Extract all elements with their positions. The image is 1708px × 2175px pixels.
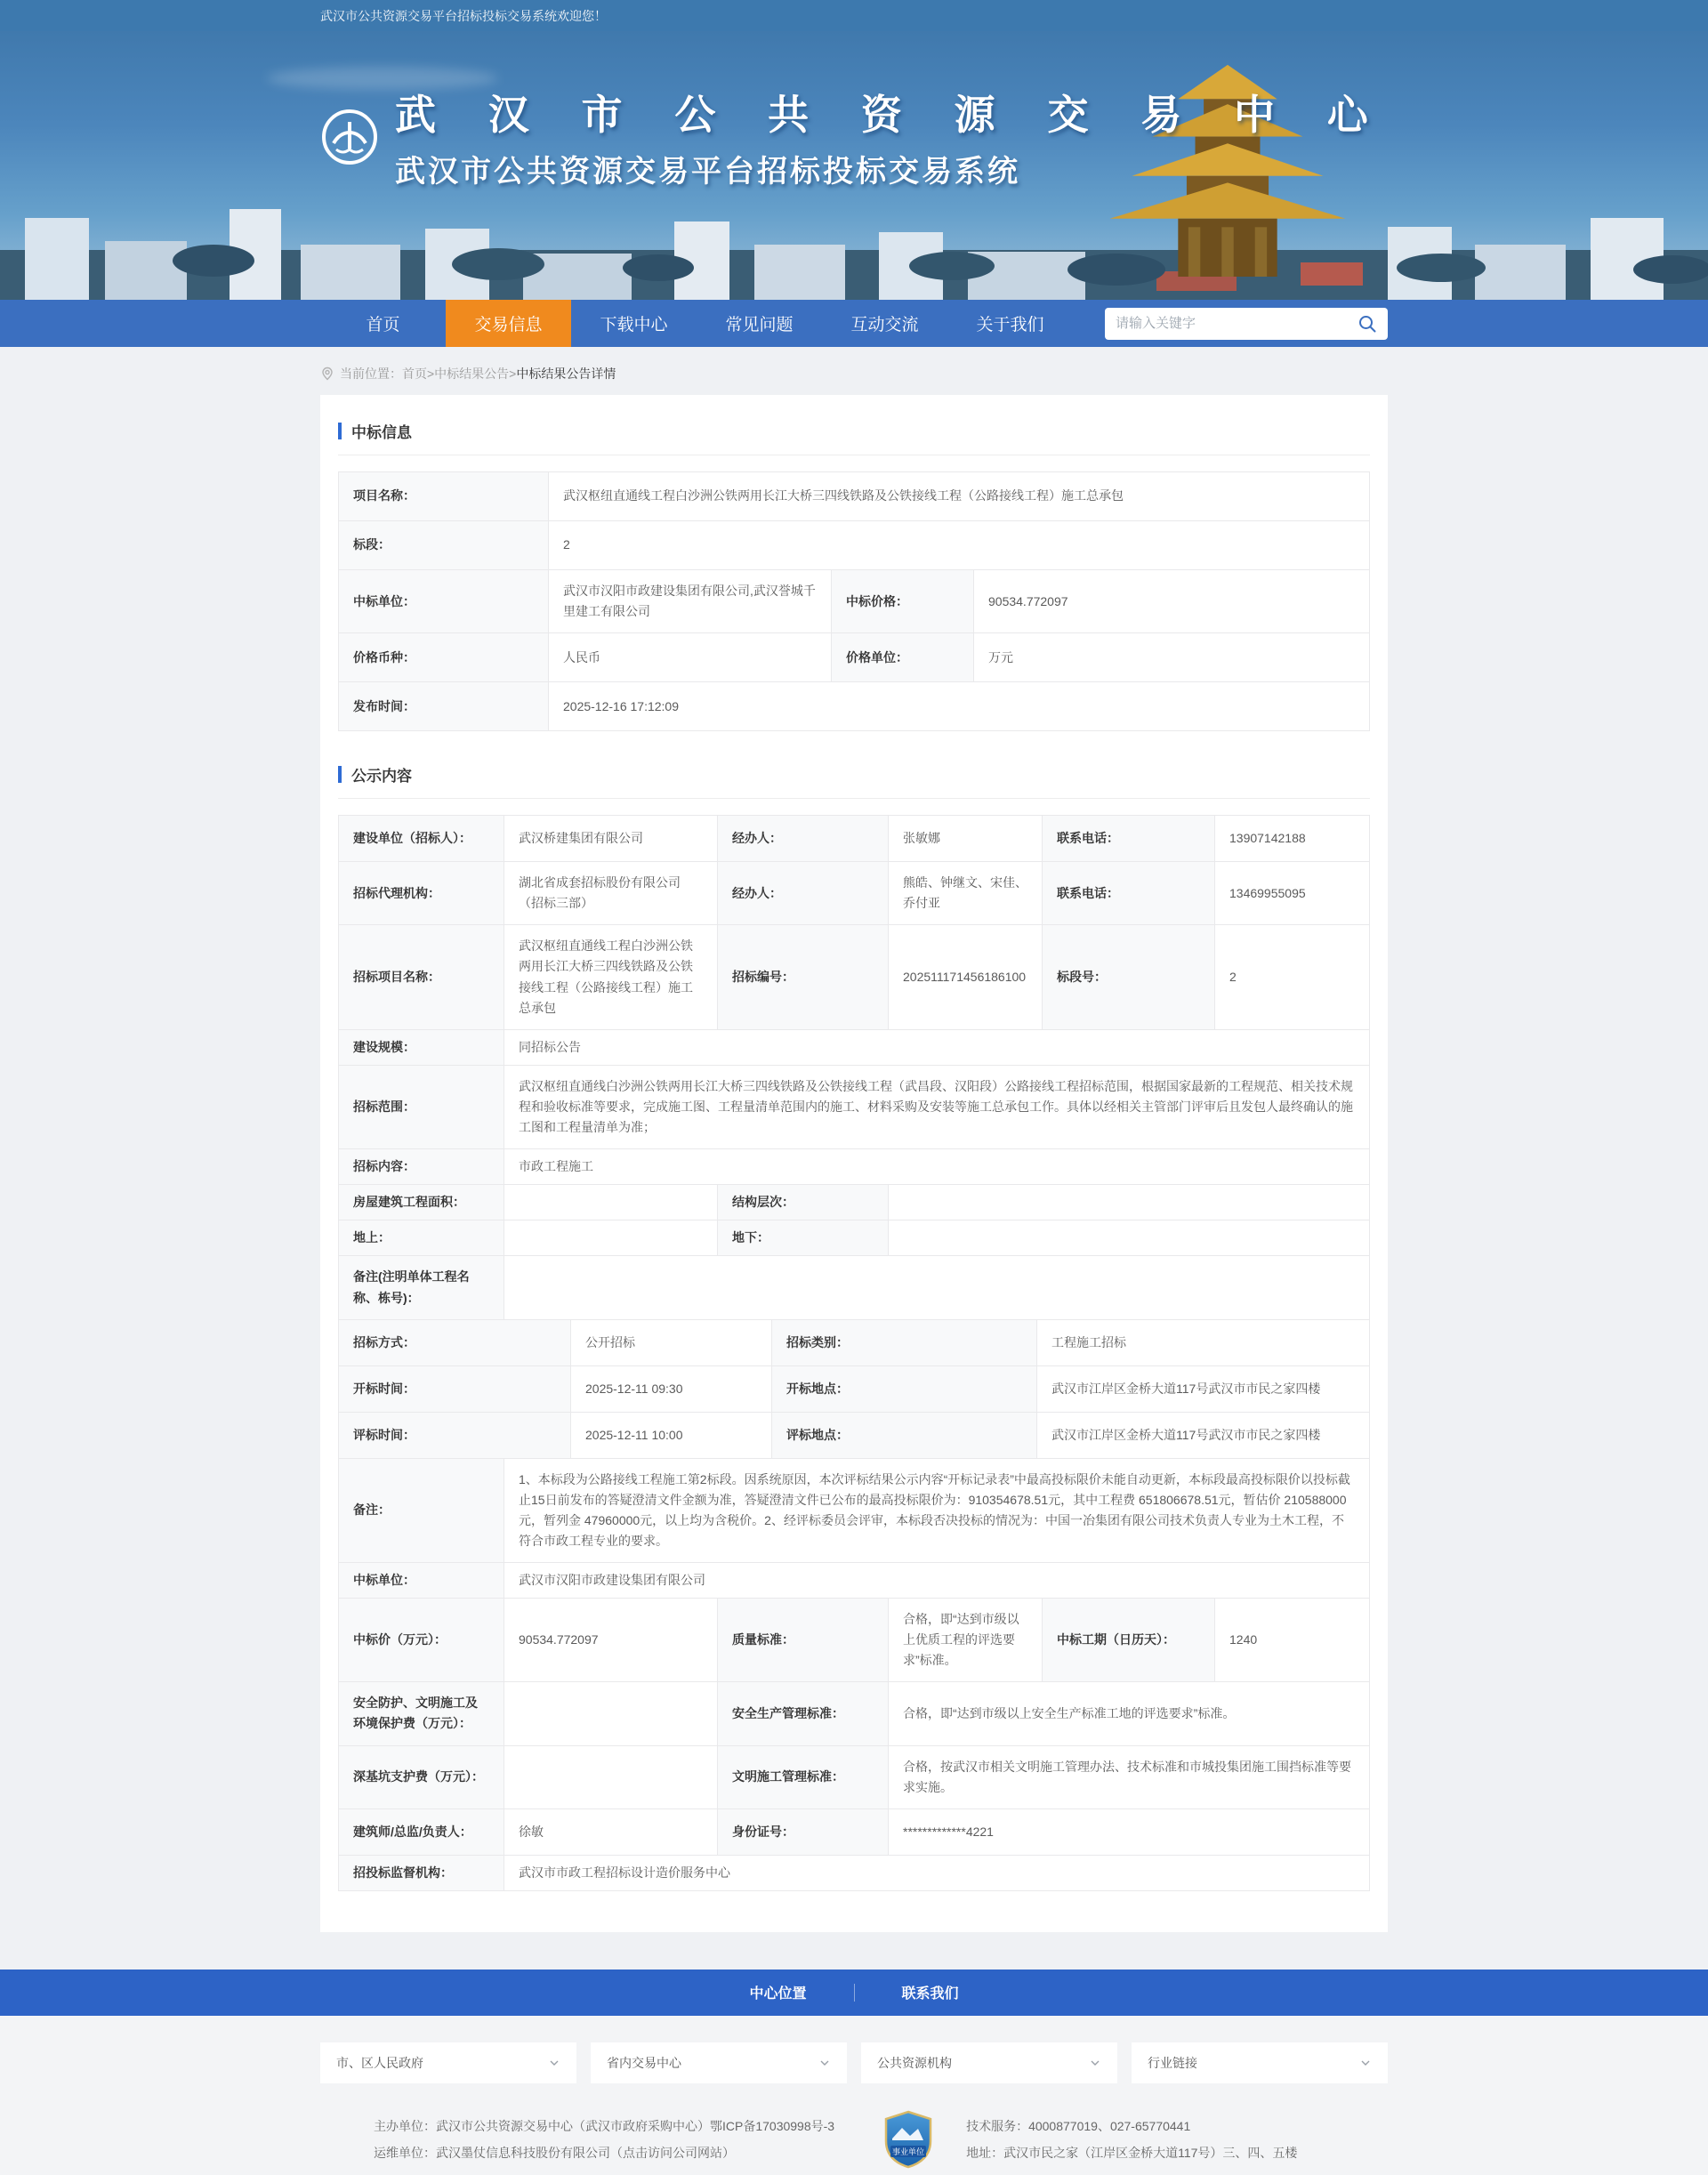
row-value: 武汉桥建集团有限公司 <box>504 816 718 862</box>
nav-item-trade-info[interactable]: 交易信息 <box>446 300 571 347</box>
bridge-logo-icon[interactable] <box>320 108 379 166</box>
row-value: 熊皓、钟继文、宋佳、乔付亚 <box>889 862 1043 925</box>
dropdown-city-governments[interactable] <box>320 2042 576 2083</box>
row-value: 武汉市市政工程招标设计造价服务中心 <box>504 1856 1370 1891</box>
dropdown-industry-links[interactable] <box>1132 2042 1388 2083</box>
row-value: 人民币 <box>549 633 832 682</box>
row-label: 备注： <box>339 1459 504 1563</box>
dropdown-label: 市、区人民政府 <box>336 2055 423 2070</box>
row-value: 2 <box>1215 925 1370 1029</box>
table-row <box>339 862 1370 925</box>
city-skyline-graphic <box>0 184 1708 300</box>
row-label: 安全生产管理标准： <box>718 1682 889 1745</box>
main-navbar <box>0 300 1708 347</box>
row-label: 质量标准： <box>718 1599 889 1682</box>
bid-info-table <box>338 471 1370 731</box>
table-row <box>339 1366 1370 1413</box>
footer-info <box>320 2110 1388 2169</box>
table-row <box>339 1809 1370 1856</box>
row-label: 结构层次： <box>718 1185 889 1220</box>
row-label: 招标项目名称： <box>339 925 504 1029</box>
row-value: 13469955095 <box>1215 862 1370 925</box>
section-title: 公示内容 <box>351 768 412 785</box>
nav-item-faq[interactable]: 常见问题 <box>725 316 794 334</box>
row-value <box>889 1185 1370 1220</box>
search-icon[interactable] <box>1358 314 1377 334</box>
table-row <box>339 1256 1370 1319</box>
row-label: 联系电话： <box>1043 862 1215 925</box>
nav-item-download[interactable]: 下载中心 <box>600 316 668 334</box>
search-input[interactable] <box>1116 316 1358 331</box>
footer-link-bar <box>0 1970 1708 2016</box>
row-value <box>889 1220 1370 1256</box>
row-value: 武汉市江岸区金桥大道117号武汉市市民之家四楼 <box>1037 1366 1370 1413</box>
row-label: 价格单位： <box>832 633 974 682</box>
nav-item-home[interactable]: 首页 <box>366 316 400 334</box>
row-value: 万元 <box>974 633 1370 682</box>
row-label: 建设规模： <box>339 1030 504 1066</box>
row-label: 房屋建筑工程面积： <box>339 1185 504 1220</box>
table-row <box>339 682 1370 731</box>
footer <box>0 2016 1708 2175</box>
row-label: 项目名称： <box>339 472 549 521</box>
row-label: 发布时间： <box>339 682 549 731</box>
row-value: 武汉枢纽直通线工程白沙洲公铁两用长江大桥三四线铁路及公铁接线工程（公路接线工程）施工总承包 <box>549 472 1370 521</box>
row-value: 公开招标 <box>571 1320 772 1366</box>
row-label: 招标代理机构： <box>339 862 504 925</box>
row-label: 评标时间： <box>339 1413 571 1459</box>
row-value <box>504 1220 718 1256</box>
row-label: 价格币种： <box>339 633 549 682</box>
breadcrumb-current: 中标结果公告详情 <box>516 367 616 381</box>
row-value: 武汉市汉阳市政建设集团有限公司,武汉誉城千里建工有限公司 <box>549 570 832 633</box>
row-value: 90534.772097 <box>974 570 1370 633</box>
org-title: 武 汉 市 公 共 资 源 交 易 中 心 <box>395 92 1389 138</box>
table-row <box>339 1066 1370 1149</box>
row-value: 2025-12-11 09:30 <box>571 1366 772 1413</box>
row-value: 1、本标段为公路接线工程施工第2标段。因系统原因，本次评标结果公示内容“开标记录表”中最高投标限价未能自动更新，本标段最高投标限价以投标截止15日前发布的答疑澄清文件金额为准，答疑澄清文件已公布的最高投标限价为：910354678.51元，其中工程费 651806678.51元，暂估价 210588000元，暂列金 47960000元，以上均为含税价。2、经评标委员会评审，本标段否决投标的情况为：中国一冶集团有限公司技术负责人专业为土木工程，不符合市政工程专业的要求。 <box>504 1459 1370 1563</box>
footer-tech-line: 技术服务：4000877019、027-65770441 <box>966 2118 1191 2133</box>
footer-link-center-location[interactable]: 中心位置 <box>749 1986 807 2002</box>
dropdown-label: 省内交易中心 <box>607 2055 681 2070</box>
section-title: 中标信息 <box>351 424 412 441</box>
welcome-bar <box>0 0 1708 31</box>
welcome-text: 武汉市公共资源交易平台招标投标交易系统欢迎您！ <box>320 8 607 23</box>
footer-host-line: 主办单位：武汉市公共资源交易中心（武汉市政府采购中心）鄂ICP备17030998号-3 <box>374 2118 835 2133</box>
dropdown-public-resource-orgs[interactable] <box>861 2042 1117 2083</box>
table-row <box>339 1185 1370 1220</box>
table-row <box>339 1220 1370 1256</box>
table-row <box>339 1459 1370 1563</box>
section-header-bid-info <box>338 416 1370 455</box>
row-label: 联系电话： <box>1043 816 1215 862</box>
row-value: 合格，按武汉市相关文明施工管理办法、技术标准和市城投集团施工围挡标准等要求实施。 <box>889 1746 1370 1809</box>
row-label: 标段号： <box>1043 925 1215 1029</box>
row-label: 招投标监督机构： <box>339 1856 504 1891</box>
chevron-down-icon <box>1089 2057 1101 2069</box>
row-label: 中标工期（日历天）： <box>1043 1599 1215 1682</box>
table-row <box>339 633 1370 682</box>
row-value <box>504 1256 1370 1319</box>
row-label: 评标地点： <box>772 1413 1037 1459</box>
footer-ops-line[interactable]: 运维单位：武汉墨仗信息科技股份有限公司（点击访问公司网站） <box>374 2145 735 2160</box>
row-value: 90534.772097 <box>504 1599 718 1682</box>
row-value: 2025-12-16 17:12:09 <box>549 682 1370 731</box>
dropdown-label: 公共资源机构 <box>877 2055 952 2070</box>
row-label: 地上： <box>339 1220 504 1256</box>
row-value: 张敏娜 <box>889 816 1043 862</box>
row-label: 地下： <box>718 1220 889 1256</box>
chevron-down-icon <box>548 2057 560 2069</box>
row-value: 徐敏 <box>504 1809 718 1856</box>
table-row <box>339 521 1370 570</box>
row-label: 安全防护、文明施工及环境保护费（万元）： <box>339 1682 504 1745</box>
table-row <box>339 1682 1370 1745</box>
footer-address-line: 地址：武汉市民之家（江岸区金桥大道117号）三、四、五楼 <box>966 2145 1298 2160</box>
table-row <box>339 472 1370 521</box>
breadcrumb-prefix: 当前位置： <box>340 367 402 381</box>
row-label: 中标单位： <box>339 570 549 633</box>
row-value <box>504 1746 718 1809</box>
chevron-down-icon <box>818 2057 831 2069</box>
row-value: 市政工程施工 <box>504 1149 1370 1185</box>
table-row <box>339 570 1370 633</box>
row-label: 标段： <box>339 521 549 570</box>
chevron-down-icon <box>1359 2057 1372 2069</box>
row-value: 13907142188 <box>1215 816 1370 862</box>
row-label: 中标价（万元）： <box>339 1599 504 1682</box>
table-row <box>339 1149 1370 1185</box>
row-label: 建设单位（招标人）： <box>339 816 504 862</box>
search-box[interactable] <box>1105 308 1388 340</box>
row-value: 武汉枢纽直通线白沙洲公铁两用长江大桥三四线铁路及公铁接线工程（武昌段、汉阳段）公路接线工程招标范围，根据国家最新的工程规范、相关技术规程和验收标准等要求，完成施工图、工程量清单范围内的施工、材料采购及安装等施工总承包工作。具体以经相关主管部门评审后且发包人最终确认的施工图和工程量清单为准； <box>504 1066 1370 1149</box>
row-value: 合格，即“达到市级以上优质工程的评选要求”标准。 <box>889 1599 1043 1682</box>
table-row <box>339 1320 1370 1366</box>
detail-card <box>320 395 1388 1932</box>
table-row <box>339 816 1370 862</box>
dropdown-province-centers[interactable] <box>591 2042 847 2083</box>
row-label: 备注(注明单体工程名称、栋号)： <box>339 1256 504 1319</box>
row-label: 深基坑支护费（万元）： <box>339 1746 504 1809</box>
section-header-notice <box>338 760 1370 799</box>
row-value <box>504 1682 718 1745</box>
row-value: 工程施工招标 <box>1037 1320 1370 1366</box>
table-row <box>339 1599 1370 1682</box>
row-value: 2025-12-11 10:00 <box>571 1413 772 1459</box>
svg-text:事业单位: 事业单位 <box>892 2147 925 2156</box>
row-value: 武汉市汉阳市政建设集团有限公司 <box>504 1563 1370 1599</box>
row-label: 开标地点： <box>772 1366 1037 1413</box>
row-label: 文明施工管理标准： <box>718 1746 889 1809</box>
table-row <box>339 1030 1370 1066</box>
row-label: 中标价格： <box>832 570 974 633</box>
row-value <box>504 1185 718 1220</box>
section-accent-bar <box>338 766 342 783</box>
row-value: 合格，即“达到市级以上安全生产标准工地的评选要求”标准。 <box>889 1682 1370 1745</box>
row-value: 湖北省成套招标股份有限公司（招标三部） <box>504 862 718 925</box>
table-row <box>339 925 1370 1029</box>
row-label: 招标编号： <box>718 925 889 1029</box>
location-pin-icon <box>320 367 334 381</box>
table-row <box>339 1563 1370 1599</box>
row-value: 202511171456186100 <box>889 925 1043 1029</box>
notice-table <box>338 815 1370 1891</box>
row-value: 武汉枢纽直通线工程白沙洲公铁两用长江大桥三四线铁路及公铁接线工程（公路接线工程）施工总承包 <box>504 925 718 1029</box>
row-value: 2 <box>549 521 1370 570</box>
row-label: 中标单位： <box>339 1563 504 1599</box>
nav-item-interaction[interactable]: 互动交流 <box>850 316 919 334</box>
dropdown-label: 行业链接 <box>1148 2055 1197 2070</box>
row-label: 招标方式： <box>339 1320 571 1366</box>
public-institution-badge <box>882 2110 934 2169</box>
row-value: *************4221 <box>889 1809 1370 1856</box>
nav-item-about[interactable]: 关于我们 <box>976 316 1044 334</box>
breadcrumb <box>320 347 1388 395</box>
row-value: 同招标公告 <box>504 1030 1370 1066</box>
friendly-links-row <box>320 2042 1388 2083</box>
row-label: 经办人： <box>718 862 889 925</box>
row-label: 身份证号： <box>718 1809 889 1856</box>
breadcrumb-trail[interactable]: 首页>中标结果公告> <box>402 367 517 381</box>
row-label: 经办人： <box>718 816 889 862</box>
site-banner <box>0 31 1708 300</box>
table-row <box>339 1856 1370 1891</box>
footer-link-contact-us[interactable]: 联系我们 <box>901 1986 959 2002</box>
row-value: 武汉市江岸区金桥大道117号武汉市市民之家四楼 <box>1037 1413 1370 1459</box>
row-value: 1240 <box>1215 1599 1370 1682</box>
table-row <box>339 1413 1370 1459</box>
row-label: 招标范围： <box>339 1066 504 1149</box>
row-label: 招标内容： <box>339 1149 504 1185</box>
row-label: 招标类别： <box>772 1320 1037 1366</box>
row-label: 建筑师/总监/负责人： <box>339 1809 504 1856</box>
section-accent-bar <box>338 423 342 439</box>
table-row <box>339 1746 1370 1809</box>
system-title: 武汉市公共资源交易平台招标投标交易系统 <box>395 155 1020 189</box>
row-label: 开标时间： <box>339 1366 571 1413</box>
